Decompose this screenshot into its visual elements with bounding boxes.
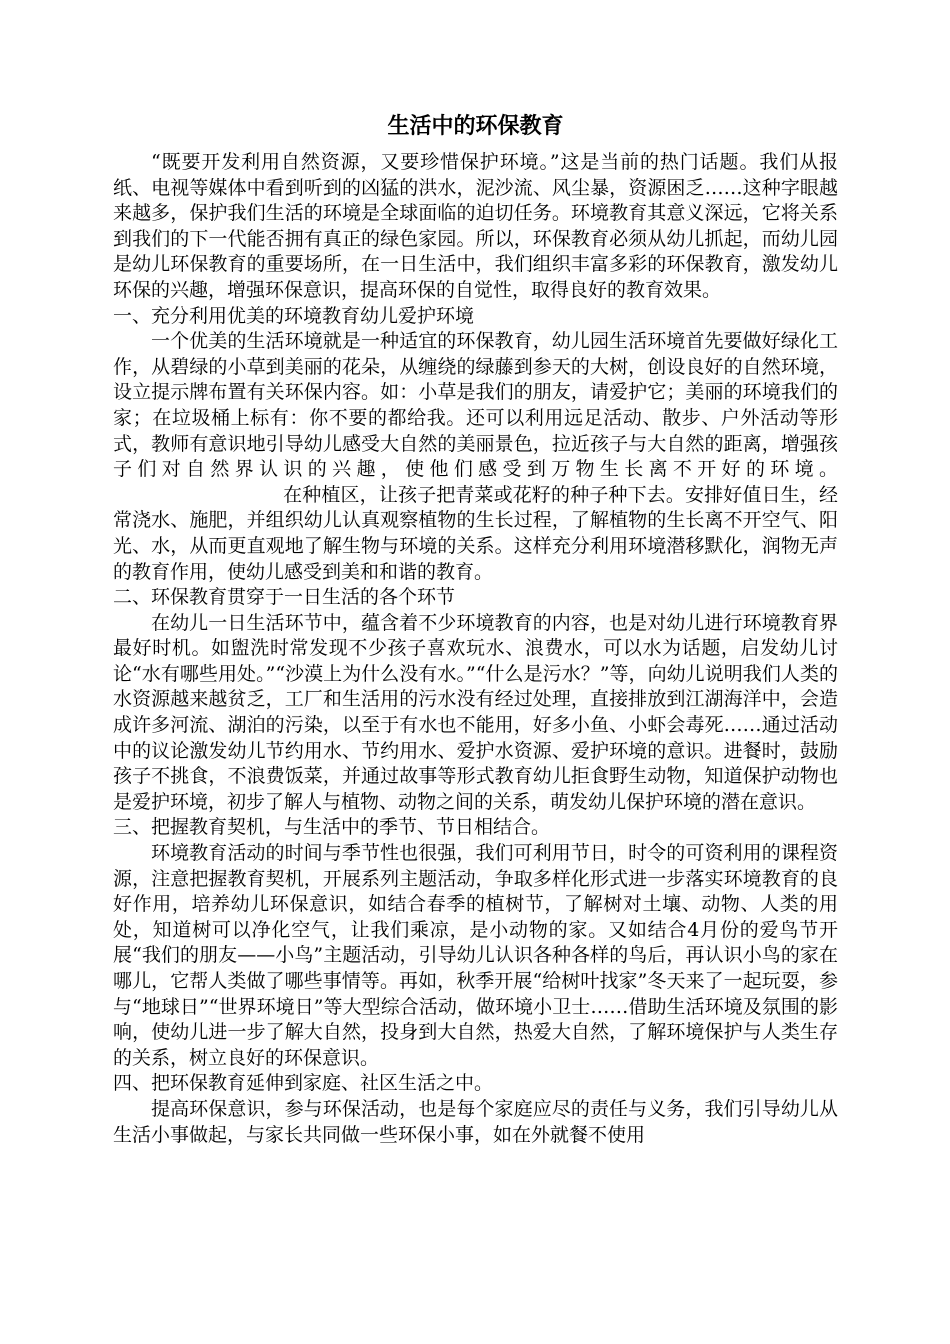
section-2-paragraph: 在幼儿一日生活环节中，蕴含着不少环境教育的内容，也是对幼儿进行环境教育界最好时机。如盥洗时常发现不少孩子喜欢玩水、浪费水，可以水为话题，启发幼儿讨论“水有哪些用处。”“沙漠上为什么没有水。”“什么是污水？”等，向幼儿说明我们人类的水资源越来越贫乏，工厂和生活用的污水没有经过处理，直接排放到江湖海洋中，会造成许多河流、湖泊的污染，以至于有水也不能用，好多小鱼、小虾会毒死……通过活动中的议论激发幼儿节约用水、节约用水、爱护水资源、爱护环境的意识。进餐时，鼓励孩子不挑食，不浪费饭菜，并通过故事等形式教育幼儿拒食野生动物，知道保护动物也是爱护环境，初步了解人与植物、动物之间的关系，萌发幼儿保护环境的潜在意识。 bbox=[113, 611, 838, 813]
section-4-heading: 四、把环保教育延伸到家庭、社区生活之中。 bbox=[113, 1072, 494, 1095]
section-4-paragraph: 提高环保意识，参与环保活动，也是每个家庭应尽的责任与义务，我们引导幼儿从生活小事做起，与家长共同做一些环保小事，如在外就餐不使用 bbox=[113, 1097, 838, 1146]
document-page bbox=[113, 110, 838, 1148]
section-1-body-a: 一个优美的生活环境就是一种适宜的环保教育，幼儿园生活环境首先要做好绿化工作，从碧绿的小草到美丽的花朵，从缠绕的绿藤到参天的大树，创设良好的自然环境，设立提示牌布置有关环保内容。如：小草是我们的朋友，请爱护它；美丽的环境我们的家；在垃圾桶上标有：你不要的都给我。还可以利用远足活动、散步、户外活动等形式，教师有意识地引导幼儿感受大自然的美丽景色，拉近孩子与大自然的距离，增强孩子们对自然界认识的兴趣，使他们感受到万物生长离不开好的环境。 bbox=[113, 330, 838, 481]
section-1-body-b: 在种植区，让孩子把青菜或花籽的种子种下去。安排好值日生，经常浇水、施肥，并组织幼儿认真观察植物的生长过程，了解植物的生长离不开空气、阳光、水，从而更直观地了解生物与环境的关系。这样充分利用环境潜移默化，润物无声的教育作用，使幼儿感受到美和和谐的教育。 bbox=[113, 483, 838, 583]
section-2-heading: 二、环保教育贯穿于一日生活的各个环节 bbox=[113, 586, 456, 609]
section-3-heading: 三、把握教育契机，与生活中的季节、节日相结合。 bbox=[113, 816, 551, 839]
section-1-heading: 一、充分利用优美的环境教育幼儿爱护环境 bbox=[113, 304, 475, 327]
document-title: 生活中的环保教育 bbox=[387, 114, 564, 139]
section-1-paragraph bbox=[113, 329, 838, 585]
section-3-paragraph: 环境教育活动的时间与季节性也很强，我们可利用节日，时令的可资利用的课程资源，注意把握教育契机，开展系列主题活动，争取多样化形式进一步落实环境教育的良好作用，培养幼儿环保意识，如结合春季的植树节，了解树对土壤、动物、人类的用处，知道树可以净化空气，让我们乘凉，是小动物的家。又如结合4月份的爱鸟节开展“我们的朋友——小鸟”主题活动，引导幼儿认识各种各样的鸟后，再认识小鸟的家在哪儿，它帮人类做了哪些事情等。再如，秋季开展“给树叶找家”冬天来了一起玩耍，参与“地球日”“世界环境日”等大型综合活动，做环境小卫士……借助生活环境及氛围的影响，使幼儿进一步了解大自然，投身到大自然，热爱大自然，了解环境保护与人类生存的关系，树立良好的环保意识。 bbox=[113, 842, 838, 1069]
intro-paragraph: “既要开发利用自然资源，又要珍惜保护环境。”这是当前的热门话题。我们从报纸、电视等媒体中看到听到的凶猛的洪水，泥沙流、风尘暴，资源困乏……这种字眼越来越多，保护我们生活的环境是全球面临的迫切任务。环境教育其意义深远，它将关系到我们的下一代能否拥有真正的绿色家园。所以，环保教育必须从幼儿抓起，而幼儿园是幼儿环保教育的重要场所，在一日生活中，我们组织丰富多彩的环保教育，激发幼儿环保的兴趣，增强环保意识，提高环保的自觉性，取得良好的教育效果。 bbox=[113, 151, 838, 301]
